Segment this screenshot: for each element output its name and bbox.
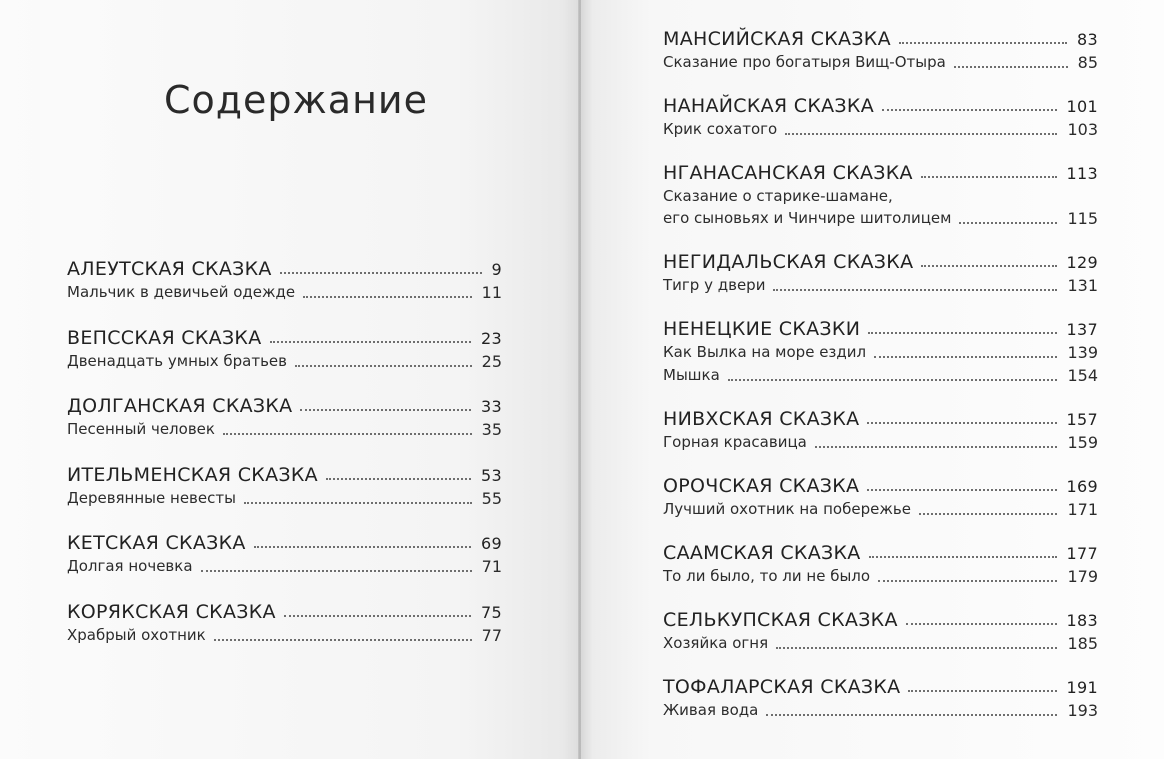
dot-leader [867, 422, 1056, 424]
toc-story-entry[interactable] [663, 118, 1098, 141]
toc-story-entry[interactable] [67, 418, 502, 441]
toc-story-entry[interactable] [67, 555, 502, 578]
toc-story-entry[interactable] [663, 274, 1098, 297]
dot-leader [954, 66, 1068, 68]
page-number: 101 [1066, 97, 1098, 116]
toc-story-entry[interactable] [663, 364, 1098, 387]
dot-leader [214, 639, 472, 641]
toc-section [663, 162, 1098, 230]
section-heading: НЕНЕЦКИЕ СКАЗКИ [663, 318, 861, 340]
section-heading: ДОЛГАНСКАЯ СКАЗКА [67, 395, 293, 418]
page-number: 191 [1066, 678, 1098, 697]
story-title: Мышка [663, 366, 720, 384]
toc-heading-entry[interactable] [663, 318, 1098, 341]
dot-leader [959, 222, 1057, 224]
section-heading: ОРОЧСКАЯ СКАЗКА [663, 475, 860, 497]
toc-section [663, 475, 1098, 521]
toc-story-entry[interactable] [67, 350, 502, 373]
dot-leader [201, 570, 472, 572]
section-heading: КЕТСКАЯ СКАЗКА [67, 532, 246, 555]
toc-section [67, 395, 502, 464]
page-number: 179 [1067, 567, 1098, 586]
page-number: 9 [491, 260, 502, 279]
page-number: 11 [481, 283, 502, 302]
story-title: Храбрый охотник [67, 625, 206, 644]
dot-leader [280, 272, 482, 274]
dot-leader [785, 133, 1057, 135]
page-number: 53 [481, 465, 502, 485]
dot-leader [906, 623, 1057, 625]
page-number: 71 [481, 557, 502, 577]
story-title-line1: Сказание о старике-шамане, [663, 187, 893, 205]
toc-heading-entry[interactable] [67, 395, 502, 418]
toc-story-entry-line1[interactable] [663, 185, 1098, 207]
page-number: 115 [1067, 209, 1098, 228]
story-title: Деревянные невесты [67, 488, 236, 507]
section-heading: НГАНАСАНСКАЯ СКАЗКА [663, 162, 913, 184]
page-number: 171 [1067, 500, 1098, 519]
story-title: Крик сохатого [663, 120, 778, 138]
toc-section [67, 258, 502, 327]
dot-leader [728, 379, 1058, 381]
section-heading: ИТЕЛЬМЕНСКАЯ СКАЗКА [67, 463, 318, 486]
dot-leader [303, 296, 472, 298]
story-title: Песенный человек [67, 420, 215, 439]
story-title: Живая вода [663, 701, 759, 719]
section-heading: АЛЕУТСКАЯ СКАЗКА [67, 258, 272, 280]
toc-story-entry[interactable] [67, 487, 502, 510]
page-number: 35 [481, 420, 502, 440]
story-title: Лучший охотник на побережье [663, 500, 911, 518]
toc-story-entry[interactable] [663, 632, 1098, 655]
page-number: 159 [1067, 433, 1098, 452]
page-number: 137 [1066, 320, 1098, 339]
toc-story-entry[interactable] [67, 281, 502, 304]
toc-heading-entry[interactable] [67, 258, 502, 281]
toc-section [663, 28, 1098, 74]
page-number: 113 [1066, 164, 1098, 183]
toc-heading-entry[interactable] [663, 609, 1098, 632]
dot-leader [874, 356, 1057, 358]
page-number: 25 [481, 351, 502, 371]
page-number: 75 [481, 602, 502, 622]
page-number: 157 [1066, 410, 1098, 429]
dot-leader [326, 478, 471, 480]
page-number: 185 [1067, 634, 1098, 653]
page-number: 177 [1066, 544, 1098, 563]
toc-section [663, 609, 1098, 655]
page-number: 69 [481, 534, 502, 554]
toc-heading-entry[interactable] [663, 162, 1098, 185]
dot-leader [815, 446, 1058, 448]
toc-title: Содержание [164, 78, 428, 122]
dot-leader [867, 489, 1056, 491]
story-title: Двенадцать умных братьев [67, 351, 288, 370]
section-heading: СААМСКАЯ СКАЗКА [663, 542, 861, 564]
toc-story-entry[interactable] [663, 431, 1098, 454]
dot-leader [776, 647, 1057, 649]
toc-heading-entry[interactable] [663, 251, 1098, 274]
page-number: 85 [1077, 53, 1098, 72]
dot-leader [921, 176, 1057, 178]
page-number: 23 [481, 328, 502, 348]
story-title: Хозяйка огня [663, 634, 769, 652]
toc-heading-entry[interactable] [663, 542, 1098, 565]
story-title: Горная красавица [663, 433, 807, 451]
toc-heading-entry[interactable] [663, 676, 1098, 699]
toc-section [67, 327, 502, 396]
section-heading: МАНСИЙСКАЯ СКАЗКА [663, 28, 891, 50]
dot-leader [868, 332, 1056, 334]
toc-story-entry[interactable] [663, 51, 1098, 74]
section-heading: НАНАЙСКАЯ СКАЗКА [663, 95, 874, 117]
toc-heading-entry[interactable] [67, 327, 502, 350]
toc-heading-entry[interactable] [663, 95, 1098, 118]
page-number: 139 [1067, 343, 1098, 362]
toc-heading-entry[interactable] [67, 464, 502, 487]
dot-leader [270, 341, 472, 343]
story-title: Как Вылка на море ездил [663, 343, 867, 361]
dot-leader [254, 546, 471, 548]
toc-story-entry[interactable] [663, 565, 1098, 588]
toc-heading-entry[interactable] [663, 408, 1098, 431]
page-number: 33 [481, 397, 502, 417]
toc-section [67, 601, 502, 670]
page-number: 154 [1067, 366, 1098, 385]
toc-heading-entry[interactable] [663, 475, 1098, 498]
toc-section [663, 318, 1098, 387]
page-number: 55 [481, 488, 502, 508]
toc-list-right [663, 28, 1098, 743]
toc-section [663, 676, 1098, 722]
toc-heading-entry[interactable] [67, 532, 502, 555]
dot-leader [921, 265, 1056, 267]
dot-leader [300, 409, 471, 411]
toc-story-entry[interactable] [67, 624, 502, 647]
page-number: 193 [1067, 701, 1098, 720]
left-page [0, 0, 580, 759]
toc-heading-entry[interactable] [67, 601, 502, 624]
dot-leader [869, 556, 1057, 558]
section-heading: ТОФАЛАРСКАЯ СКАЗКА [663, 676, 901, 698]
dot-leader [766, 714, 1057, 716]
toc-section [663, 251, 1098, 297]
dot-leader [244, 502, 472, 504]
page-number: 131 [1067, 276, 1098, 295]
section-heading: СЕЛЬКУПСКАЯ СКАЗКА [663, 609, 898, 631]
story-title: Тигр у двери [663, 276, 766, 294]
story-title: То ли было, то ли не было [663, 567, 871, 585]
section-heading: НИВХСКАЯ СКАЗКА [663, 408, 860, 430]
section-heading: НЕГИДАЛЬСКАЯ СКАЗКА [663, 251, 914, 273]
section-heading: КОРЯКСКАЯ СКАЗКА [67, 600, 276, 623]
dot-leader [908, 690, 1056, 692]
toc-section [663, 408, 1098, 454]
page-number: 169 [1066, 477, 1098, 496]
page-number: 77 [481, 625, 502, 645]
story-title: его сыновьях и Чинчире шитолицем [663, 209, 952, 227]
dot-leader [919, 513, 1058, 515]
toc-heading-entry[interactable] [663, 28, 1098, 51]
dot-leader [295, 365, 472, 367]
toc-story-entry[interactable] [663, 498, 1098, 521]
toc-section [67, 532, 502, 601]
story-title: Долгая ночевка [67, 557, 193, 576]
section-heading: ВЕПССКАЯ СКАЗКА [67, 326, 262, 349]
dot-leader [773, 289, 1057, 291]
toc-section [67, 464, 502, 533]
page-number: 83 [1077, 30, 1098, 49]
dot-leader [878, 580, 1057, 582]
toc-story-entry[interactable] [663, 341, 1098, 364]
dot-leader [899, 42, 1067, 44]
dot-leader [882, 109, 1057, 111]
story-title: Мальчик в девичьей одежде [67, 283, 296, 301]
toc-list-left [67, 258, 502, 670]
dot-leader [223, 433, 472, 435]
page-number: 183 [1066, 611, 1098, 630]
toc-section [663, 95, 1098, 141]
dot-leader [284, 615, 471, 617]
story-title: Сказание про богатыря Вищ-Отыра [663, 53, 946, 71]
toc-section [663, 542, 1098, 588]
page-number: 129 [1066, 253, 1098, 272]
toc-story-entry[interactable] [663, 207, 1098, 230]
toc-story-entry[interactable] [663, 699, 1098, 722]
page-number: 103 [1067, 120, 1098, 139]
